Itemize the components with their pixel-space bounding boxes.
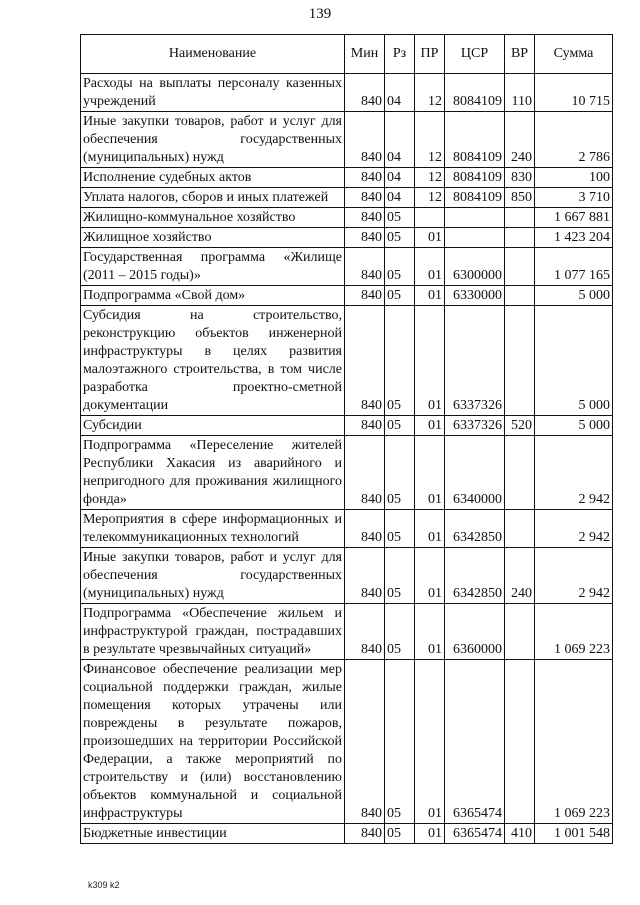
table-row bbox=[81, 188, 613, 208]
page-number: 139 bbox=[308, 6, 332, 22]
cell-rz: 05 bbox=[385, 416, 415, 436]
cell-pr: 01 bbox=[415, 306, 445, 416]
cell-name: Мероприятия в сфере информационных и телекоммуникационных технологий bbox=[81, 510, 345, 548]
cell-csr: 8084109 bbox=[445, 188, 505, 208]
cell-min: 840 bbox=[345, 416, 385, 436]
cell-name: Подпрограмма «Переселение жителей Республики Хакасия из аварийного и непригодного для проживания жилищного фонда» bbox=[81, 436, 345, 510]
cell-pr: 12 bbox=[415, 188, 445, 208]
cell-rz: 05 bbox=[385, 604, 415, 660]
cell-csr: 6342850 bbox=[445, 548, 505, 604]
cell-vr bbox=[505, 208, 535, 228]
cell-vr bbox=[505, 604, 535, 660]
cell-rz: 05 bbox=[385, 548, 415, 604]
table-row bbox=[81, 436, 613, 510]
cell-csr: 6360000 bbox=[445, 604, 505, 660]
cell-sum: 1 069 223 bbox=[535, 660, 613, 824]
cell-rz: 05 bbox=[385, 824, 415, 844]
cell-csr: 6300000 bbox=[445, 248, 505, 286]
cell-min: 840 bbox=[345, 436, 385, 510]
cell-pr bbox=[415, 208, 445, 228]
cell-min: 840 bbox=[345, 286, 385, 306]
cell-vr bbox=[505, 248, 535, 286]
cell-sum: 2 942 bbox=[535, 548, 613, 604]
cell-pr: 01 bbox=[415, 548, 445, 604]
table-row bbox=[81, 168, 613, 188]
cell-sum: 100 bbox=[535, 168, 613, 188]
header-row bbox=[81, 35, 613, 74]
cell-sum: 5 000 bbox=[535, 416, 613, 436]
cell-vr: 110 bbox=[505, 74, 535, 112]
cell-name: Субсидии bbox=[81, 416, 345, 436]
cell-min: 840 bbox=[345, 604, 385, 660]
cell-vr: 830 bbox=[505, 168, 535, 188]
cell-vr: 240 bbox=[505, 112, 535, 168]
cell-vr: 850 bbox=[505, 188, 535, 208]
cell-rz: 05 bbox=[385, 228, 415, 248]
cell-rz: 05 bbox=[385, 510, 415, 548]
cell-name: Уплата налогов, сборов и иных платежей bbox=[81, 188, 345, 208]
cell-rz: 05 bbox=[385, 660, 415, 824]
cell-sum: 1 077 165 bbox=[535, 248, 613, 286]
cell-min: 840 bbox=[345, 660, 385, 824]
cell-rz: 04 bbox=[385, 168, 415, 188]
cell-name: Бюджетные инвестиции bbox=[81, 824, 345, 844]
cell-pr: 01 bbox=[415, 248, 445, 286]
cell-vr bbox=[505, 660, 535, 824]
cell-min: 840 bbox=[345, 510, 385, 548]
cell-vr bbox=[505, 510, 535, 548]
cell-name: Расходы на выплаты персоналу казенных учреждений bbox=[81, 74, 345, 112]
cell-sum: 2 942 bbox=[535, 436, 613, 510]
table-row bbox=[81, 112, 613, 168]
cell-pr: 01 bbox=[415, 604, 445, 660]
cell-pr: 01 bbox=[415, 660, 445, 824]
table-row bbox=[81, 604, 613, 660]
cell-pr: 12 bbox=[415, 112, 445, 168]
table-row bbox=[81, 660, 613, 824]
table-row bbox=[81, 306, 613, 416]
cell-sum: 1 667 881 bbox=[535, 208, 613, 228]
cell-name: Иные закупки товаров, работ и услуг для обеспечения государственных (муниципальных) нужд bbox=[81, 112, 345, 168]
cell-csr: 6337326 bbox=[445, 416, 505, 436]
cell-sum: 2 942 bbox=[535, 510, 613, 548]
cell-csr: 6365474 bbox=[445, 824, 505, 844]
cell-sum: 3 710 bbox=[535, 188, 613, 208]
cell-pr: 01 bbox=[415, 436, 445, 510]
cell-sum: 1 001 548 bbox=[535, 824, 613, 844]
cell-name: Жилищное хозяйство bbox=[81, 228, 345, 248]
cell-rz: 04 bbox=[385, 74, 415, 112]
cell-name: Иные закупки товаров, работ и услуг для обеспечения государственных (муниципальных) нужд bbox=[81, 548, 345, 604]
cell-pr: 01 bbox=[415, 286, 445, 306]
cell-csr bbox=[445, 228, 505, 248]
cell-pr: 01 bbox=[415, 228, 445, 248]
cell-csr: 6330000 bbox=[445, 286, 505, 306]
cell-sum: 1 423 204 bbox=[535, 228, 613, 248]
cell-vr: 520 bbox=[505, 416, 535, 436]
cell-sum: 1 069 223 bbox=[535, 604, 613, 660]
cell-pr: 01 bbox=[415, 416, 445, 436]
table-body bbox=[81, 74, 613, 844]
cell-vr bbox=[505, 228, 535, 248]
cell-pr: 12 bbox=[415, 74, 445, 112]
cell-name: Субсидия на строительство, реконструкцию объектов инженерной инфраструктуры в целях развития малоэтажного строительства, в том числе разработка проектно-сметной документации bbox=[81, 306, 345, 416]
table-row bbox=[81, 548, 613, 604]
cell-csr: 6365474 bbox=[445, 660, 505, 824]
table-header bbox=[81, 35, 613, 74]
cell-name: Государственная программа «Жилище (2011 – 2015 годы)» bbox=[81, 248, 345, 286]
cell-rz: 04 bbox=[385, 188, 415, 208]
table-row bbox=[81, 510, 613, 548]
cell-rz: 05 bbox=[385, 436, 415, 510]
table-row bbox=[81, 74, 613, 112]
cell-min: 840 bbox=[345, 168, 385, 188]
cell-name: Финансовое обеспечение реализации мер социальной поддержки граждан, жилые помещения которых утрачены или повреждены в результате пожаров, произошедших на территории Российской Федерации, а также мероприятий по строительству и (или) восстановлению объектов коммунальной и социальной инфраструктуры bbox=[81, 660, 345, 824]
cell-min: 840 bbox=[345, 824, 385, 844]
cell-rz: 04 bbox=[385, 112, 415, 168]
cell-sum: 5 000 bbox=[535, 306, 613, 416]
table-row bbox=[81, 208, 613, 228]
budget-table bbox=[80, 34, 613, 844]
cell-name: Подпрограмма «Свой дом» bbox=[81, 286, 345, 306]
cell-rz: 05 bbox=[385, 286, 415, 306]
header-sum: Сумма bbox=[535, 35, 613, 74]
cell-vr bbox=[505, 306, 535, 416]
cell-min: 840 bbox=[345, 188, 385, 208]
header-pr: ПР bbox=[415, 35, 445, 74]
footer-code: k309 k2 bbox=[88, 880, 120, 890]
cell-rz: 05 bbox=[385, 248, 415, 286]
cell-vr bbox=[505, 436, 535, 510]
cell-csr: 8084109 bbox=[445, 168, 505, 188]
header-vr: ВР bbox=[505, 35, 535, 74]
cell-min: 840 bbox=[345, 228, 385, 248]
table-row bbox=[81, 248, 613, 286]
cell-csr: 6342850 bbox=[445, 510, 505, 548]
cell-min: 840 bbox=[345, 208, 385, 228]
cell-csr: 8084109 bbox=[445, 74, 505, 112]
cell-pr: 01 bbox=[415, 510, 445, 548]
header-csr: ЦСР bbox=[445, 35, 505, 74]
table-row bbox=[81, 416, 613, 436]
cell-sum: 5 000 bbox=[535, 286, 613, 306]
table-row bbox=[81, 286, 613, 306]
cell-pr: 01 bbox=[415, 824, 445, 844]
cell-min: 840 bbox=[345, 306, 385, 416]
cell-csr: 6340000 bbox=[445, 436, 505, 510]
cell-csr: 6337326 bbox=[445, 306, 505, 416]
table-row bbox=[81, 824, 613, 844]
cell-csr: 8084109 bbox=[445, 112, 505, 168]
cell-sum: 2 786 bbox=[535, 112, 613, 168]
header-min: Мин bbox=[345, 35, 385, 74]
header-rz: Рз bbox=[385, 35, 415, 74]
cell-name: Жилищно-коммунальное хозяйство bbox=[81, 208, 345, 228]
cell-vr: 240 bbox=[505, 548, 535, 604]
header-name: Наименование bbox=[81, 35, 345, 74]
cell-name: Исполнение судебных актов bbox=[81, 168, 345, 188]
cell-pr: 12 bbox=[415, 168, 445, 188]
cell-rz: 05 bbox=[385, 208, 415, 228]
cell-min: 840 bbox=[345, 248, 385, 286]
cell-rz: 05 bbox=[385, 306, 415, 416]
cell-sum: 10 715 bbox=[535, 74, 613, 112]
cell-min: 840 bbox=[345, 74, 385, 112]
cell-min: 840 bbox=[345, 548, 385, 604]
cell-csr bbox=[445, 208, 505, 228]
table-row bbox=[81, 228, 613, 248]
cell-vr: 410 bbox=[505, 824, 535, 844]
cell-vr bbox=[505, 286, 535, 306]
cell-name: Подпрограмма «Обеспечение жильем и инфраструктурой граждан, пострадавших в результате чрезвычайных ситуаций» bbox=[81, 604, 345, 660]
cell-min: 840 bbox=[345, 112, 385, 168]
